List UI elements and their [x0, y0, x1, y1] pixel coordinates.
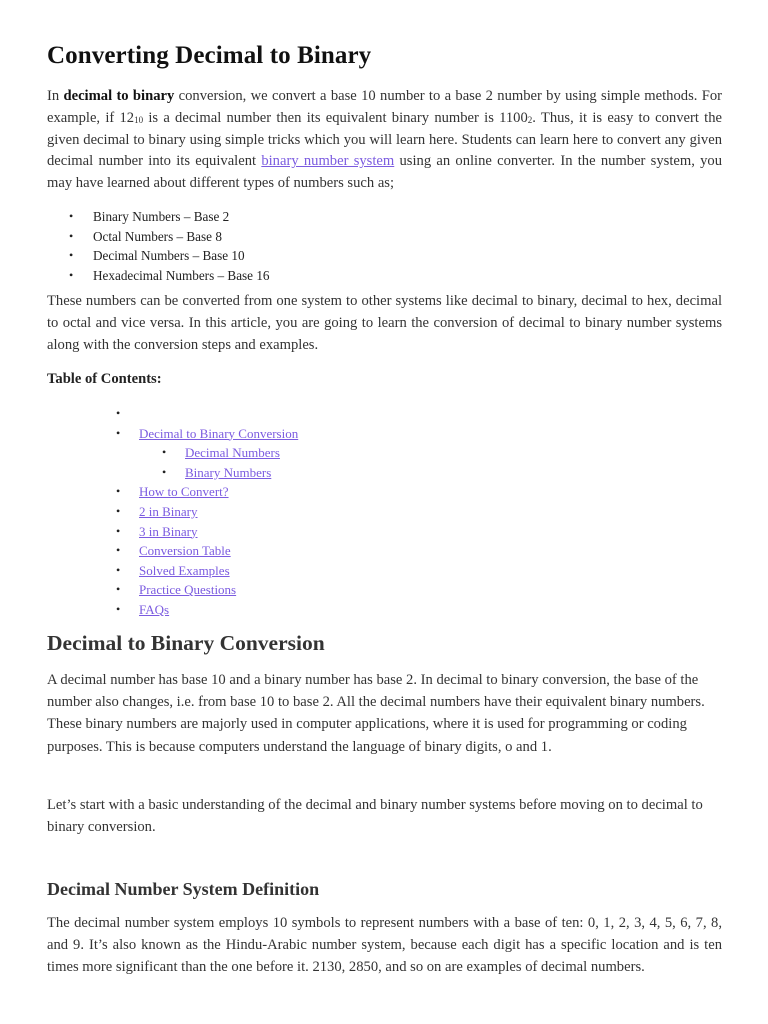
- toc-link-how-to-convert[interactable]: How to Convert?: [139, 484, 229, 500]
- section-heading-decimal-system: Decimal Number System Definition: [47, 879, 320, 899]
- list-item: • Binary Numbers – Base 2: [47, 207, 270, 227]
- toc-link-3-in-binary[interactable]: 3 in Binary: [139, 523, 198, 539]
- intro-bold: decimal to binary: [63, 88, 175, 104]
- toc-item: [47, 482, 298, 502]
- section1-paragraph2: Let’s start with a basic understanding of the decimal and binary number systems before moving on to decimal to binary conversion.: [47, 797, 703, 836]
- subscript-base2: 2: [527, 114, 533, 125]
- toc-link-practice-questions[interactable]: Practice Questions: [139, 582, 237, 598]
- table-of-contents: [47, 404, 298, 620]
- list-item: • Octal Numbers – Base 8: [47, 227, 270, 247]
- toc-link-faqs[interactable]: FAQs: [139, 601, 170, 617]
- section2-paragraph: The decimal number system employs 10 symbols to represent numbers with a base of ten: 0, 1, 2, 3, 4, 5, 6, 7, 8, and 9. It’s also known as the Hindu-Arabic number system, because each digit has a specific location and is ten times more significant than the one before it. 2130, 2850, and so on are examples of decimal numbers.: [47, 915, 722, 976]
- binary-number-system-link[interactable]: binary number system: [261, 153, 395, 170]
- section-heading-conversion: Decimal to Binary Conversion: [47, 631, 325, 655]
- toc-subitem: [47, 443, 298, 463]
- section1-paragraph1: A decimal number has base 10 and a binary number has base 2. In decimal to binary conversion, the base of the number also changes, i.e. from base 10 to base 2. All the decimal numbers have their equivalent binary numbers. These binary numbers are majorly used in computer applications, where it is used for programming or coding purposes. This is because computers understand the language of binary digits, o and 1.: [47, 672, 705, 755]
- toc-link-decimal-to-binary[interactable]: Decimal to Binary Conversion: [139, 425, 299, 441]
- intro-paragraph: In decimal to binary conversion, we convert a base 10 number to a base 2 number by using simple methods. For example, if $12_{10}$ is a decimal number then its equivalent binary number is $1100_2$. Thus, it is easy to convert the given decimal to binary using simple tricks which you will learn here. Students can learn here to convert any given decimal number into its equivalent binary number system using an online converter. In the number system, you may have learned about different types of numbers such as;: [47, 88, 723, 192]
- toc-item: [47, 561, 298, 581]
- toc-link-decimal-numbers[interactable]: Decimal Numbers: [185, 445, 280, 461]
- number-types-list: [47, 207, 270, 285]
- toc-link-binary-numbers[interactable]: Binary Numbers: [185, 464, 272, 480]
- list-item: • Hexadecimal Numbers – Base 16: [47, 266, 270, 286]
- conversion-paragraph: These numbers can be converted from one system to other systems like decimal to binary, decimal to hex, decimal to octal and vice versa. In this article, you are going to learn the conversion of decimal to binary number systems along with the conversion steps and examples.: [47, 293, 722, 353]
- subscript-base10: 10: [134, 114, 144, 125]
- toc-subitem: [47, 463, 298, 483]
- toc-title: Table of Contents:: [47, 371, 162, 387]
- toc-item: [47, 502, 298, 522]
- toc-item: [47, 424, 298, 444]
- list-item: • Decimal Numbers – Base 10: [47, 246, 270, 266]
- toc-link-solved-examples[interactable]: Solved Examples: [139, 562, 230, 578]
- toc-link-2-in-binary[interactable]: 2 in Binary: [139, 503, 198, 519]
- toc-empty-item: [47, 404, 298, 424]
- toc-link-conversion-table[interactable]: Conversion Table: [139, 543, 231, 559]
- toc-item: [47, 522, 298, 542]
- page-title: Converting Decimal to Binary: [47, 42, 372, 69]
- toc-item: [47, 541, 298, 561]
- toc-item: [47, 600, 298, 620]
- toc-item: [47, 580, 298, 600]
